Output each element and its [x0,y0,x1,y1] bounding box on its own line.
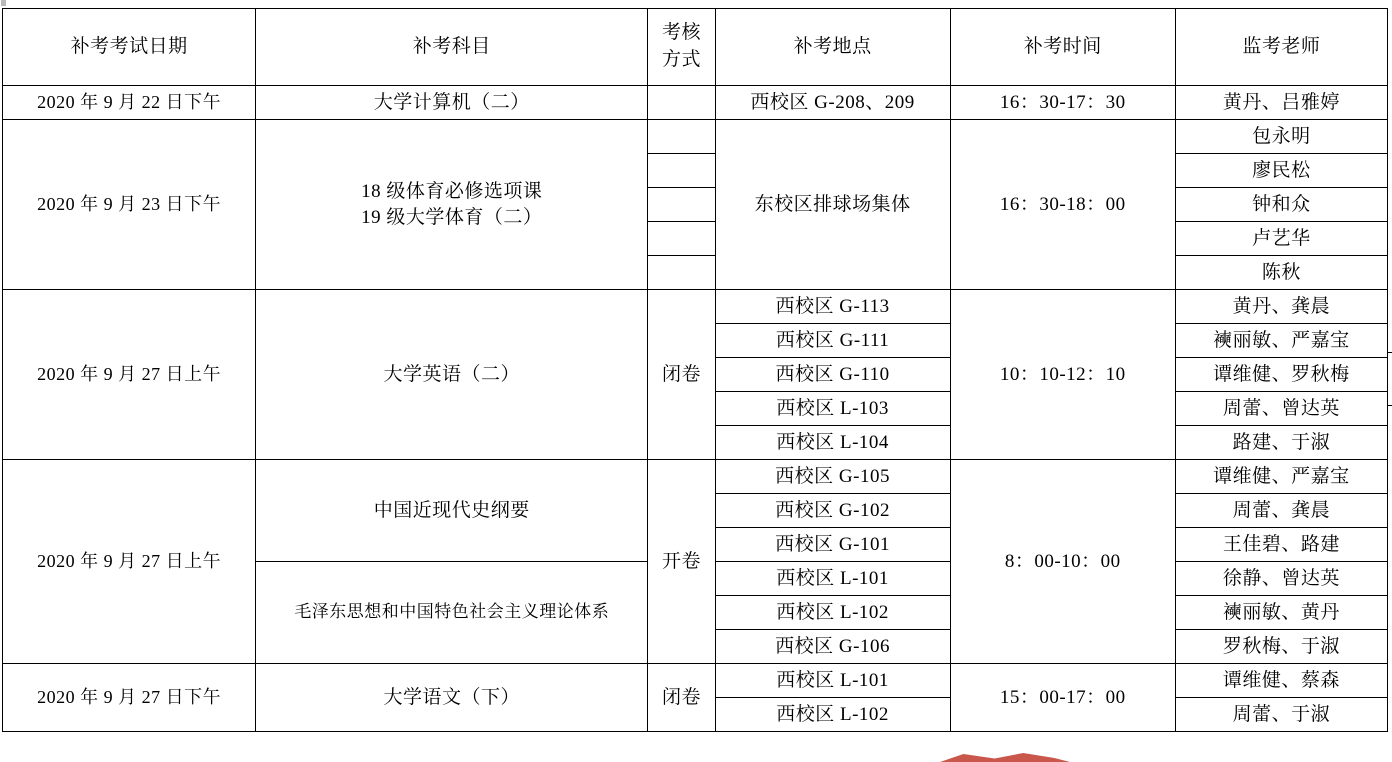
cell-mode [648,86,715,120]
cell-mode [648,188,715,222]
cell-invigilator: 钟和众 [1175,188,1387,222]
header-location: 补考地点 [715,9,950,86]
cell-invigilator: 周蕾、龚晨 [1175,494,1387,528]
cell-location: 东校区排球场集体 [715,120,950,290]
table-row [3,290,1388,324]
cell-invigilator: 襫丽敏、严嘉宝 [1175,324,1387,358]
table-row [3,86,1388,120]
cell-date: 2020 年 9 月 22 日下午 [3,86,256,120]
cell-location: 西校区 L-102 [715,596,950,630]
table-header-row [3,9,1388,86]
cell-mode: 闭卷 [648,664,715,732]
header-assessment-mode-line1: 考核 [661,22,701,44]
cell-mode: 开卷 [648,460,715,664]
cell-invigilator: 谭维健、罗秋梅 [1175,358,1387,392]
cell-location: 西校区 L-101 [715,664,950,698]
cell-invigilator: 王佳碧、路建 [1175,528,1387,562]
cell-location: 西校区 G-113 [715,290,950,324]
cell-mode [648,256,715,290]
header-invigilator: 监考老师 [1175,9,1387,86]
header-exam-date: 补考考试日期 [3,9,256,86]
cell-invigilator: 周蕾、曾达英 [1175,392,1387,426]
cell-invigilator: 黄丹、吕雅婷 [1175,86,1387,120]
cell-subject-line1: 18 级体育必修选项课 [361,180,543,202]
cell-date: 2020 年 9 月 23 日下午 [3,120,256,290]
table-row [3,460,1388,494]
cell-date: 2020 年 9 月 27 日上午 [3,290,256,460]
cell-time: 8：00-10：00 [950,460,1175,664]
cell-subject: 大学计算机（二） [256,86,648,120]
cell-location: 西校区 L-104 [715,426,950,460]
cell-subject [256,120,648,290]
cell-mode [648,120,715,154]
header-subject: 补考科目 [256,9,648,86]
cell-time: 16：30-17：30 [950,86,1175,120]
cell-subject: 大学语文（下） [256,664,648,732]
cell-invigilator: 周蕾、于淑 [1175,698,1387,732]
table-row [3,664,1388,698]
cell-subject: 大学英语（二） [256,290,648,460]
cell-location: 西校区 L-103 [715,392,950,426]
cell-mode: 闭卷 [648,290,715,460]
cell-invigilator: 罗秋梅、于淑 [1175,630,1387,664]
cell-mode [648,154,715,188]
cell-location: 西校区 G-106 [715,630,950,664]
cell-subject-line2: 19 级大学体育（二） [361,206,543,228]
cell-invigilator: 路建、于淑 [1175,426,1387,460]
cell-time: 10：10-12：10 [950,290,1175,460]
cell-location: 西校区 G-105 [715,460,950,494]
makeup-exam-table [2,8,1388,732]
cell-location: 西校区 G-102 [715,494,950,528]
table-row [3,120,1388,154]
cell-location: 西校区 L-101 [715,562,950,596]
cell-time: 16：30-18：00 [950,120,1175,290]
cell-date: 2020 年 9 月 27 日下午 [3,664,256,732]
cell-location: 西校区 G-208、209 [715,86,950,120]
cell-invigilator: 襫丽敏、黄丹 [1175,596,1387,630]
cell-invigilator: 谭维健、蔡森 [1175,664,1387,698]
cell-location: 西校区 G-110 [715,358,950,392]
scan-artifact-top-left [1,0,6,6]
cell-invigilator: 廖民松 [1175,154,1387,188]
cell-invigilator: 卢艺华 [1175,222,1387,256]
scan-artifact-bottom-mark [940,752,1070,762]
cell-subject: 中国近现代史纲要 [256,460,648,562]
cell-subject: 毛泽东思想和中国特色社会主义理论体系 [256,562,648,664]
header-assessment-mode-line2: 方式 [661,49,701,70]
cell-location: 西校区 L-102 [715,698,950,732]
cell-invigilator: 谭维健、严嘉宝 [1175,460,1387,494]
header-assessment-mode [648,9,715,86]
cell-location: 西校区 G-101 [715,528,950,562]
cell-date: 2020 年 9 月 27 日上午 [3,460,256,664]
cell-location: 西校区 G-111 [715,324,950,358]
header-time: 补考时间 [950,9,1175,86]
cell-invigilator: 陈秋 [1175,256,1387,290]
cell-time: 15：00-17：00 [950,664,1175,732]
cell-invigilator: 徐静、曾达英 [1175,562,1387,596]
cell-mode [648,222,715,256]
cell-invigilator: 包永明 [1175,120,1387,154]
cell-invigilator: 黄丹、龚晨 [1175,290,1387,324]
